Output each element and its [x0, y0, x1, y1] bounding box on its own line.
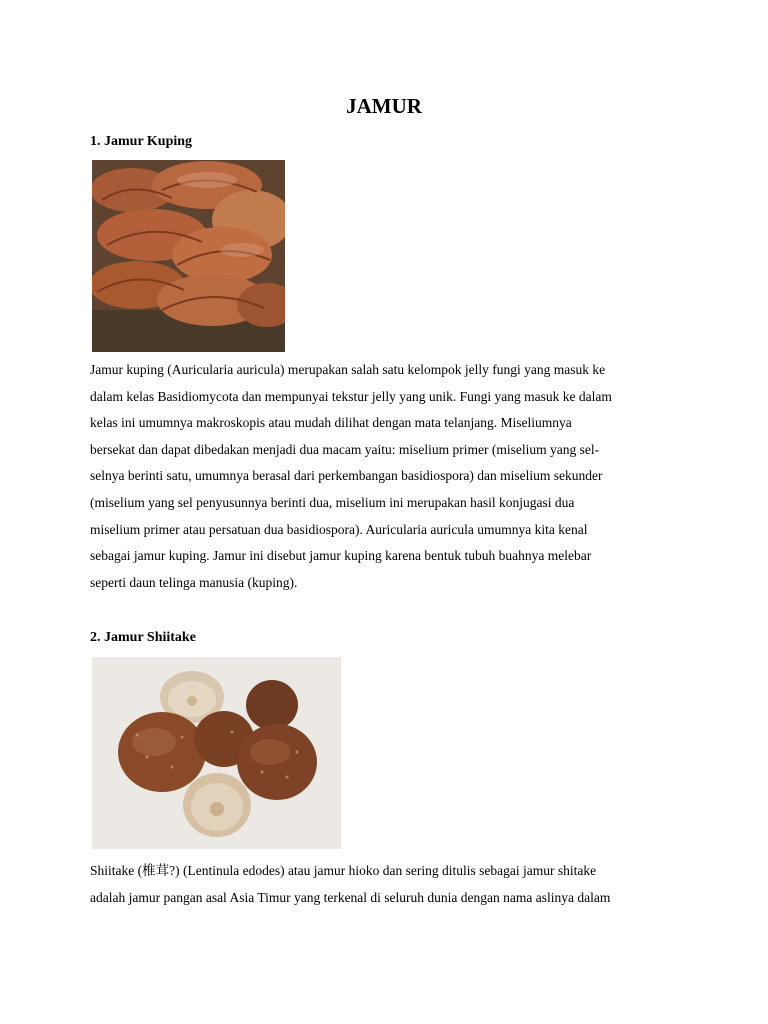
paragraph-line: kelas ini umumnya makroskopis atau mudah dilihat dengan mata telanjang. Miseliumnya	[90, 415, 572, 431]
paragraph-line: sebagai jamur kuping. Jamur ini disebut jamur kuping karena bentuk tubuh buahnya melebar	[90, 548, 592, 564]
section-heading-jamur-kuping: 1. Jamur Kuping	[90, 134, 193, 149]
paragraph-line: Shiitake (椎茸?) (Lentinula edodes) atau jamur hioko dan sering ditulis sebagai jamur shitake	[90, 863, 597, 878]
section-paragraph-jamur-shiitake	[90, 858, 690, 911]
section-paragraph-jamur-kuping	[90, 357, 690, 596]
paragraph-line: miselium primer atau persatuan dua basidiospora). Auricularia auricula umumnya kita kenal	[90, 521, 588, 537]
wood-ear-mushroom-photo	[92, 160, 285, 352]
paragraph-line: adalah jamur pangan asal Asia Timur yang terkenal di seluruh dunia dengan nama aslinya dalam	[90, 889, 611, 905]
paragraph-line: seperti daun telinga manusia (kuping).	[90, 574, 298, 590]
paragraph-line: bersekat dan dapat dibedakan menjadi dua macam yaitu: miselium primer (miselium yang sel-	[90, 441, 600, 457]
page-title: JAMUR	[346, 94, 422, 118]
paragraph-line: selnya berinti satu, umumnya berasal dari perkembangan basidiospora) dan miselium sekunder	[90, 468, 603, 484]
paragraph-line: (miselium yang sel penyusunnya berinti dua, miselium ini merupakan hasil konjugasi dua	[90, 494, 575, 510]
paragraph-line: dalam kelas Basidiomycota dan mempunyai tekstur jelly yang unik. Fungi yang masuk ke dalam	[90, 388, 612, 404]
paragraph-line: Jamur kuping (Auricularia auricula) merupakan salah satu kelompok jelly fungi yang masuk ke	[90, 362, 606, 377]
shiitake-mushroom-photo	[92, 657, 341, 849]
section-heading-jamur-shiitake: 2. Jamur Shiitake	[90, 630, 196, 645]
